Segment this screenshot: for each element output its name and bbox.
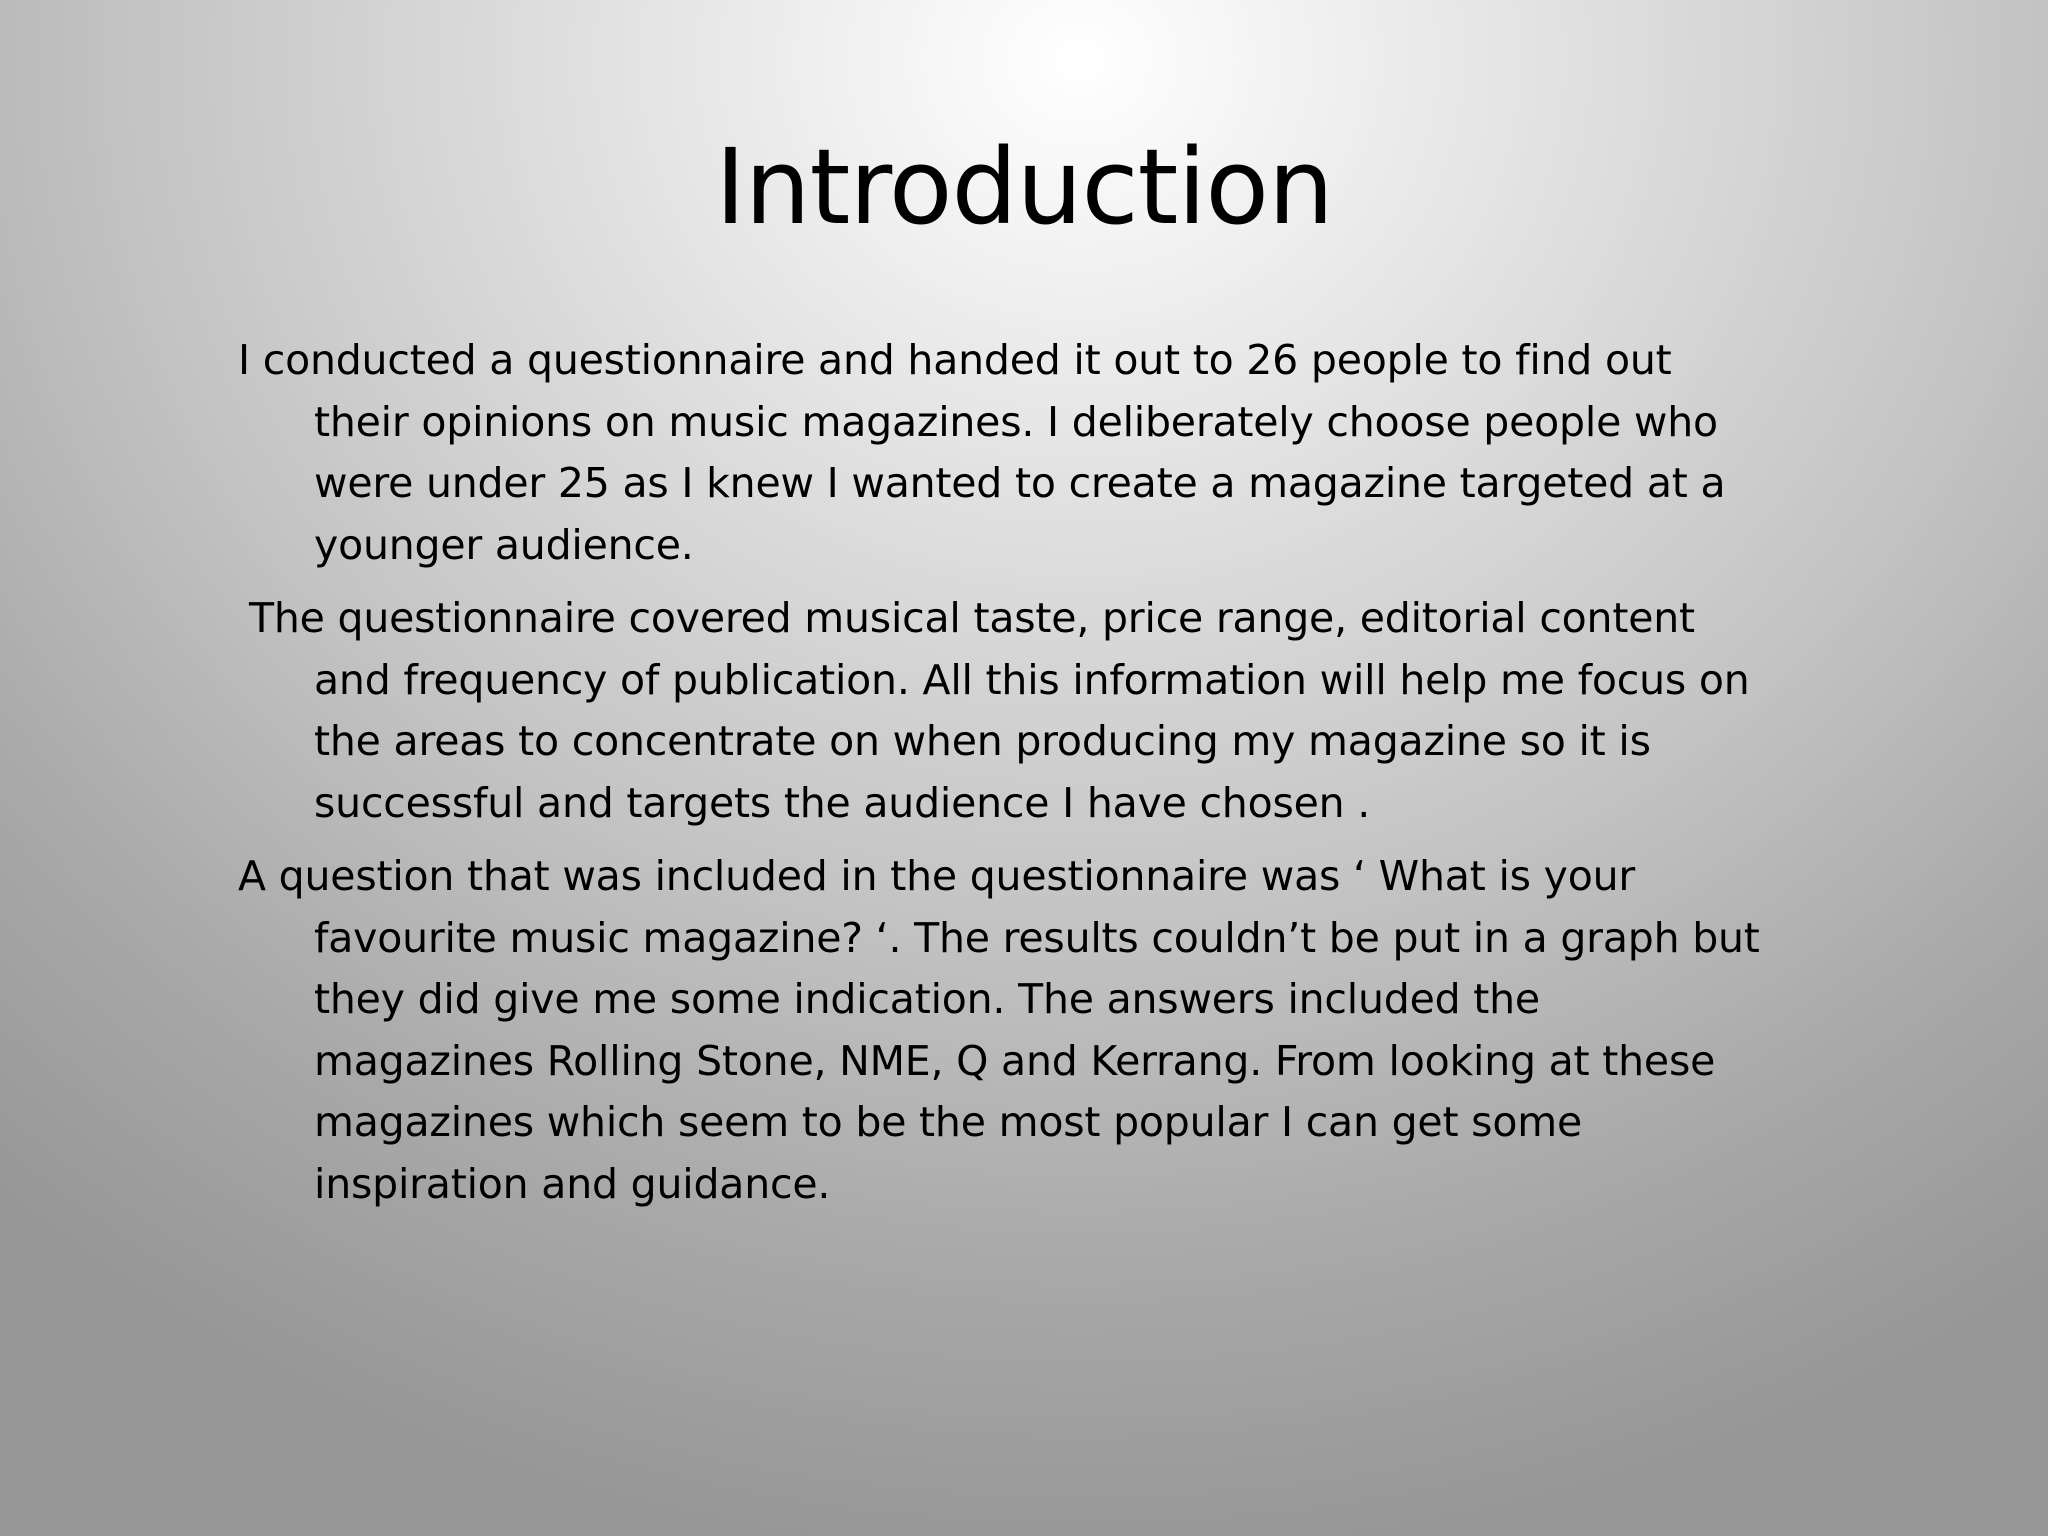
slide-body [238, 330, 1768, 1227]
paragraph-methodology: I conducted a questionnaire and handed it out to 26 people to find out their opinions on music magazines. I deliberately choose people who were under 25 as I knew I wanted to create a magazine targeted at a younger audience. [238, 336, 1726, 569]
paragraph-questionnaire-coverage: The questionnaire covered musical taste, price range, editorial content and frequency of publication. All this information will help me focus on the areas to concentrate on when producing my magazine so it is successful and targets the audience I have chosen . [249, 594, 1750, 827]
paragraph-favourite-magazine: A question that was included in the questionnaire was ‘ What is your favourite music magazine? ‘. The results couldn’t be put in a graph but they did give me some indication. The answers included the magazines Rolling Stone, NME, Q and Kerrang. From looking at these magazines which seem to be the most popular I can get some inspiration and guidance. [238, 852, 1760, 1208]
slide-title: Introduction [715, 126, 1333, 248]
